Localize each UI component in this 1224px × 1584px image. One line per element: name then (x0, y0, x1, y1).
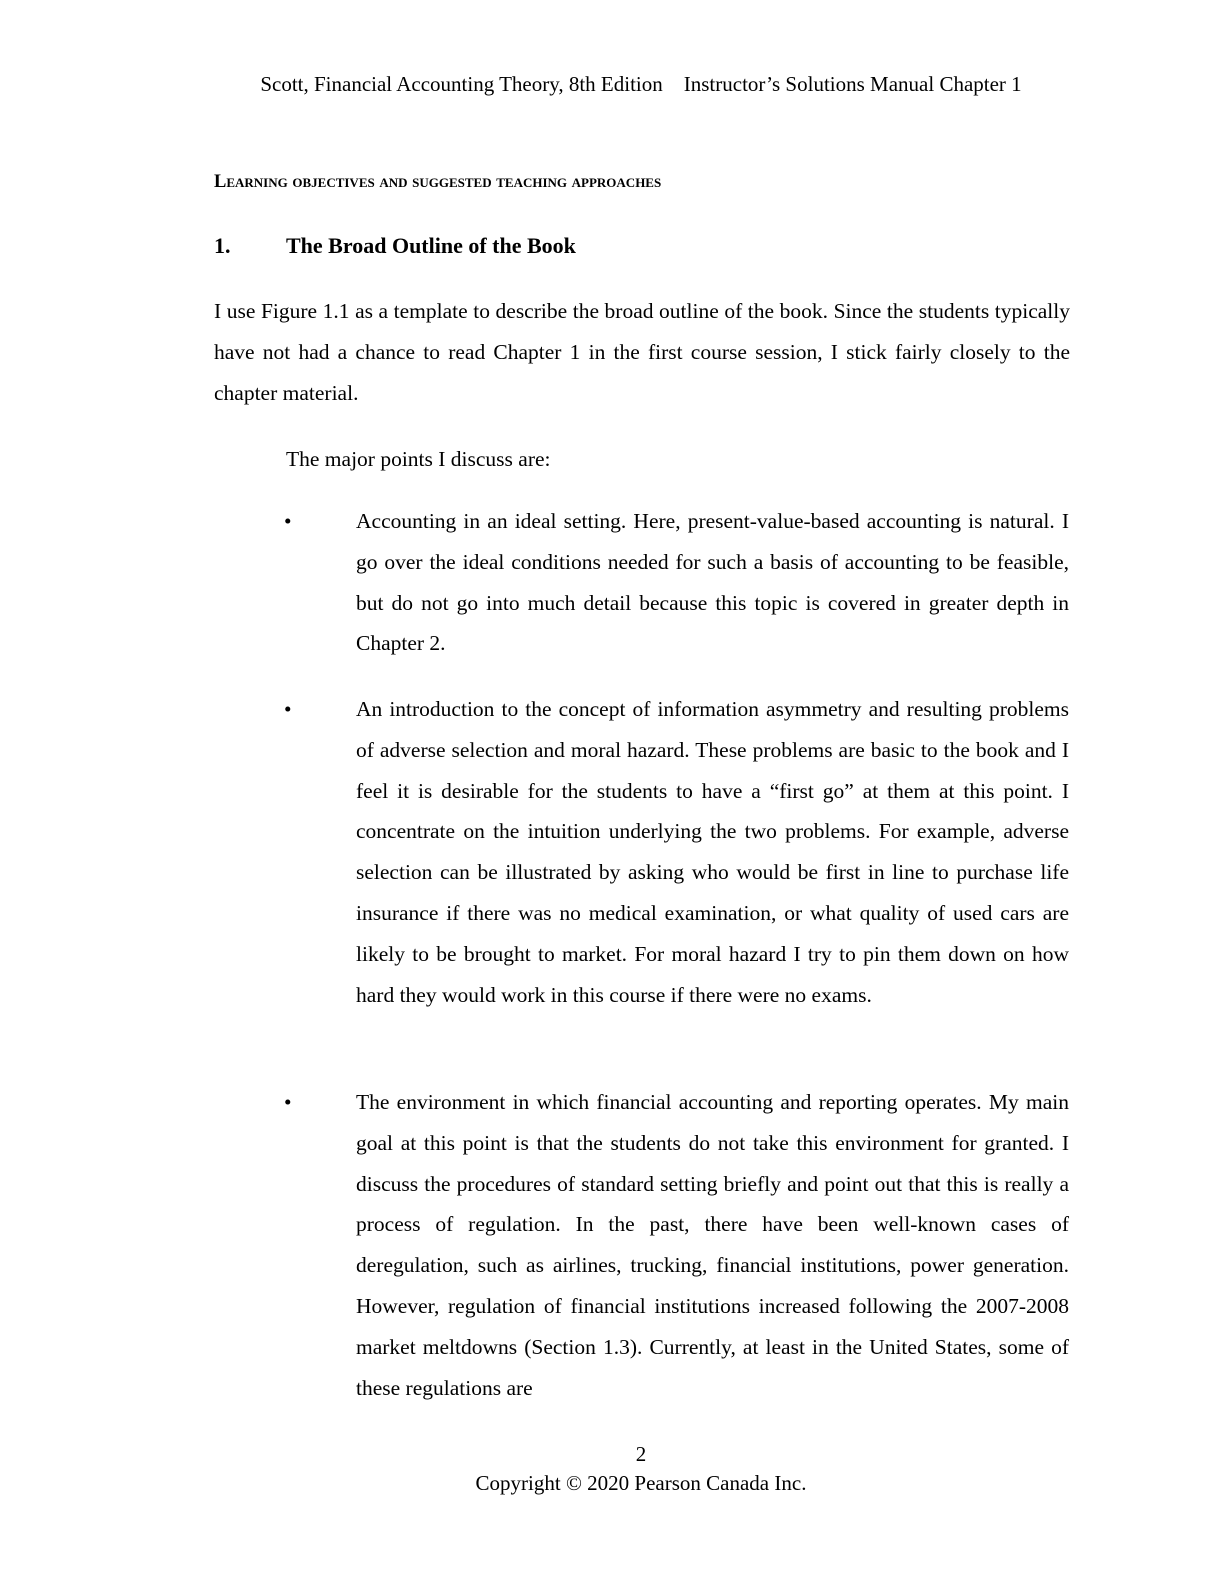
subsection-heading (214, 231, 576, 261)
bullet-text: Accounting in an ideal setting. Here, present-value-based accounting is natural. I go over the ideal conditions needed for such a basis of accounting to be feasible, but do not go into much detail because this topic is covered in greater depth in Chapter 2. (356, 509, 1069, 656)
bullet-mark: • (284, 1090, 292, 1114)
bullet-text: The environment in which financial accounting and reporting operates. My main goal at this point is that the students do not take this environment for granted. I discuss the procedures of standard setting briefly and point out that this is really a process of regulation. In the past, there have been well-known cases of deregulation, such as airlines, trucking, financial institutions, power generation. However, regulation of financial institutions increased following the 2007-2008 market meltdowns (Section 1.3). Currently, at least in the United States, some of these regulations are (356, 1090, 1069, 1400)
subsection-title: The Broad Outline of the Book (286, 233, 576, 258)
section-heading: Learning objectives and suggested teaching approaches (214, 172, 662, 192)
bullet-mark: • (284, 697, 292, 721)
page-number: 2 (635, 1442, 647, 1466)
running-header: Scott, Financial Accounting Theory, 8th Edition Instructor’s Solutions Manual Chapter 1 (260, 72, 1022, 96)
subsection-number: 1. (214, 233, 231, 258)
lead-in-text: The major points I discuss are: (286, 447, 551, 471)
bullet-mark: • (284, 509, 292, 533)
copyright-notice: Copyright © 2020 Pearson Canada Inc. (475, 1471, 807, 1495)
intro-paragraph: I use Figure 1.1 as a template to describe the broad outline of the book. Since the students typically have not had a chance to read Chapter 1 in the first course session, I stick fairly closely to the chapter material. (214, 299, 1070, 405)
bullet-text: An introduction to the concept of information asymmetry and resulting problems of adverse selection and moral hazard. These problems are basic to the book and I feel it is desirable for the students to have a “first go” at them at this point. I concentrate on the intuition underlying the two problems. For example, adverse selection can be illustrated by asking who would be first in line to purchase life insurance if there was no medical examination, or what quality of used cars are likely to be brought to market. For moral hazard I try to pin them down on how hard they would work in this course if there were no exams. (356, 697, 1069, 1007)
